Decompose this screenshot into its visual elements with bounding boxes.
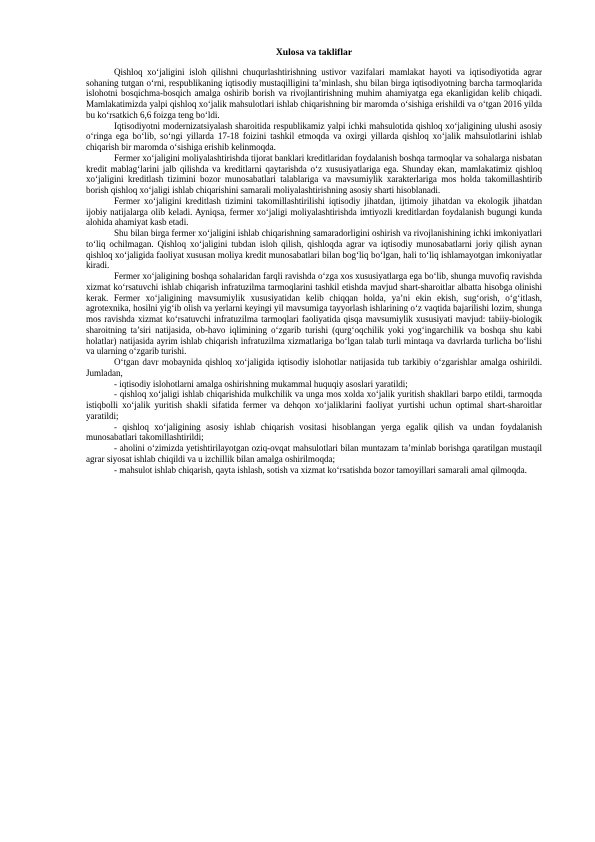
paragraph-7: O‘tgan davr mobaynida qishloq xo‘jaligida iqtisodiy islohotlar natijasida tub tarkibiy o‘zgarishlar amalga oshirildi. Jumladan, <box>86 357 542 378</box>
paragraph-4: Fermer xo‘jaligini kreditlash tizimini takomillashtirilishi iqtisodiy jihatdan, ijtimoiy jihatdan va ekologik jihatdan ijobiy natijalarga olib keladi. Ayniqsa, fermer xo‘jaligi moliyalashtirishda imtiyozli kreditlardan foydalanish bugungi kunda alohida ahamiyat kasb etadi. <box>86 195 542 228</box>
paragraph-3: Fermer xo‘jaligini moliyalashtirishda tijorat banklari kreditlaridan foydalanish boshqa tarmoqlar va sohalarga nisbatan kredit mablag‘larini jalb qilishda va kreditlarni qaytarishda o‘z xususiyatlariga ega. Shunday ekan, mamlakatimiz qishloq xo‘jaligini kreditlash tizimini bozor munosabatlari talablariga va mavsumiylik xarakterlariga mos holda takomillashtirib borish qishloq xo‘jaligi ishlab chiqarishini samarali moliyalashtirishning asosiy sharti hisoblanadi. <box>86 152 542 195</box>
list-item-5: - mahsulot ishlab chiqarish, qayta ishlash, sotish va xizmat ko‘rsatishda bozor tamoyillari samarali amal qilmoqda. <box>114 464 527 475</box>
list-item-3: - qishloq xo‘jaligining asosiy ishlab chiqarish vositasi hisoblangan yerga egalik qilish va undan foydalanish munosabatlari takomillashtirildi; <box>86 421 542 443</box>
list-item-1: - iqtisodiy islohotlarni amalga oshirishning mukammal huquqiy asoslari yaratildi; <box>114 378 408 389</box>
list-item-4: - aholini o‘zimizda yetishtirilayotgan oziq-ovqat mahsulotlari bilan muntazam ta’minlab borishga qaratilgan mustaqil agrar siyosat ishlab chiqildi va u izchillik bilan amalga oshirilmoqda; <box>86 443 542 464</box>
paragraph-5: Shu bilan birga fermer xo‘jaligini ishlab chiqarishning samaradorligini oshirish va rivojlanishining ichki imkoniyatlari to‘liq ochilmagan. Qishloq xo‘jaligini tubdan isloh qilish, qishloqda agrar va iqtisodiy munosabatlarni joriy qilish aynan qishloq xo‘jaligida faoliyat xususan moliya kredit munosabatlari bilan bog‘liq bo‘lgan, hali to‘liq ishlamayotgan imkoniyatlar kiradi. <box>86 228 542 271</box>
list-item-2: - qishloq xo‘jaligi ishlab chiqarishida mulkchilik va unga mos xolda xo‘jalik yuritish shakllari barpo etildi, tarmoqda istiqbolli xo‘jalik yuritish shakli sifatida fermer va dehqon xo‘jaliklarini faoliyat yurtishi uchun optimal shart-sharoitlar yaratildi; <box>86 389 542 421</box>
paragraph-2: Iqtisodiyotni modernizatsiyalash sharoitida respublikamiz yalpi ichki mahsulotida qishloq xo‘jaligining ulushi asosiy o‘ringa ega bo‘lib, so‘ngi yillarda 17-18 foizini tashkil etmoqda va oxirgi yillarda qishloq xo‘jalik mahsulotlarini ishlab chiqarish bir maromda o‘sishiga erishib kelinmoqda. <box>86 120 542 152</box>
page-title: Xulosa va takliflar <box>275 47 353 58</box>
paragraph-1: Qishloq xo‘jaligini isloh qilishni chuqurlashtirishning ustivor vazifalari mamlakat hayoti va iqtisodiyotida agrar sohaning tutgan o‘rni, respublikaning iqtisodiy mustaqilligini ta’minlash, shu bilan birga iqtisodiyotning barcha tarmoqlarida islohotni bosqichma-bosqich amalga oshirib borish va rivojlantirishning muhim ahamiyatga ega ekanligidan kelib chiqadi. Mamlakatimizda yalpi qishloq xo‘jalik mahsulotlari ishlab chiqarishning bir maromda o‘sishiga erishildi va o‘tgan 2016 yilda bu ko‘rsatkich 6,6 foizga teng bo‘ldi. <box>86 66 542 120</box>
document-body <box>86 48 542 475</box>
paragraph-6: Fermer xo‘jaligining boshqa sohalaridan farqli ravishda o‘zga xos xususiyatlarga ega bo‘lib, shunga muvofiq ravishda xizmat ko‘rsatuvchi ishlab chiqarish infratuzilma tarmoqlarini tashkil etishda mavjud shart-sharoitlar albatta hisobga olinishi kerak. Fermer xo‘jaligining mavsumiylik xususiyatidan kelib chiqqan holda, ya’ni ekin ekish, sug‘orish, o‘g‘itlash, agrotexnika, hosilni yig‘ib olish va yerlarni keyingi yil mavsumiga tayyorlash ishlarining o‘z vaqtida bajarilishi lozim, shunga mos ravishda xizmat ko‘rsatuvchi infratuzilma tarmoqlari faoliyatida qisqa mavsumiylik xususiyati mavjud: tabiiy-biologik sharoitning ta’siri natijasida, ob-havo iqlimining o‘zgarib turishi (qurg‘oqchilik yoki yog‘ingarchilik va boshqa shu kabi holatlar) natijasida ayrim ishlab chiqarish infratuzilma xizmatlariga bo‘lgan talab turli mintaqa va davrlarda turlicha bo‘lishi va ularning o‘zgarib turishi. <box>86 271 542 357</box>
